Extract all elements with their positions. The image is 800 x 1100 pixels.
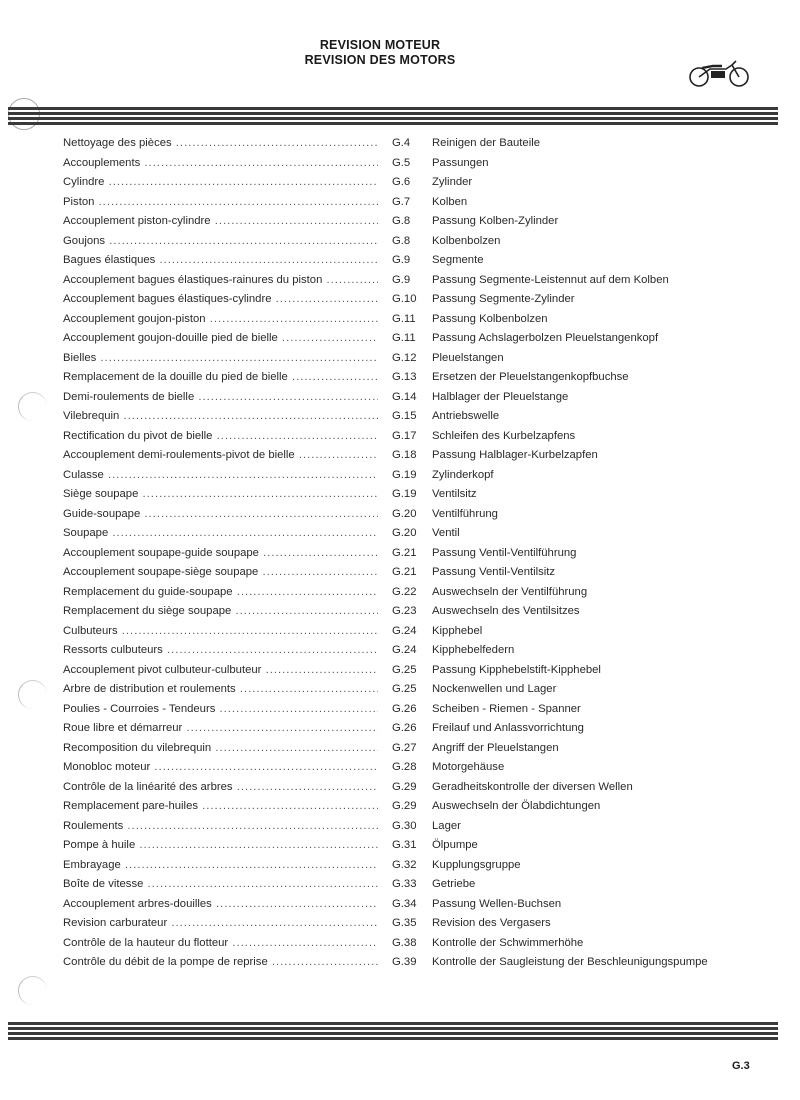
toc-fr: Piston .....: [63, 193, 378, 212]
toc-fr: Remplacement du guide-soupape .....: [63, 583, 378, 602]
toc-row: [0, 193, 800, 212]
toc-fr: Accouplement demi-roulements-pivot de bielle .....: [63, 446, 378, 465]
toc-ref: G.34: [392, 897, 417, 910]
toc-fr: Boîte de vitesse .....: [63, 875, 378, 894]
toc-row: [0, 388, 800, 407]
toc-ref: G.6: [392, 176, 411, 188]
toc-de: Reinigen der Bauteile: [432, 137, 541, 149]
toc-ref: G.20: [392, 527, 417, 539]
toc-fr: Embrayage .....: [63, 856, 378, 875]
toc-ref: G.19: [392, 468, 417, 481]
toc-ref: G.8: [392, 215, 411, 227]
header-rule: [8, 107, 778, 127]
toc-row: [0, 349, 800, 368]
toc-row: [0, 310, 800, 329]
toc-ref: G.20: [392, 507, 417, 520]
toc-de: Kolben: [432, 195, 468, 208]
toc-de: Passung Segmente-Zylinder: [432, 293, 575, 305]
toc-ref: G.32: [392, 858, 417, 871]
toc-ref: G.22: [392, 585, 417, 598]
toc-ref: G.8: [392, 234, 411, 247]
toc-ref: G.26: [392, 702, 417, 715]
toc-fr: Contrôle de la hauteur du flotteur .....: [63, 934, 378, 953]
toc-de: Kolbenbolzen: [432, 234, 501, 247]
toc-row: [0, 505, 800, 524]
toc-row: [0, 680, 800, 699]
toc-de: Zylinder: [432, 176, 473, 188]
toc-row: [0, 446, 800, 465]
toc-ref: G.11: [392, 312, 416, 325]
toc-de: Getriebe: [432, 878, 476, 890]
toc-ref: G.18: [392, 449, 417, 461]
toc-row: [0, 875, 800, 894]
motorcycle-icon: [686, 56, 752, 90]
toc-ref: G.21: [392, 566, 417, 578]
title-french: REVISION MOTEUR: [319, 38, 441, 52]
toc-row: [0, 661, 800, 680]
toc-row: [0, 836, 800, 855]
toc-fr: Remplacement pare-huiles .....: [63, 797, 378, 816]
toc-fr: Culasse .....: [63, 466, 378, 485]
toc-row: [0, 953, 800, 972]
toc-fr: Pompe à huile .....: [63, 836, 378, 855]
toc-row: [0, 934, 800, 953]
toc-ref: G.10: [392, 293, 417, 305]
toc-de: Kontrolle der Saugleistung der Beschleunigungspumpe: [432, 956, 708, 968]
toc-fr: Siège soupape .....: [63, 485, 378, 504]
toc-fr: Nettoyage des pièces .....: [63, 134, 378, 153]
toc-row: [0, 583, 800, 602]
toc-de: Halblager der Pleuelstange: [432, 390, 569, 403]
toc-fr: Ressorts culbuteurs .....: [63, 641, 378, 660]
toc-de: Kontrolle der Schwimmerhöhe: [432, 936, 584, 949]
toc-row: [0, 563, 800, 582]
toc-ref: G.31: [392, 839, 417, 851]
toc-row: [0, 485, 800, 504]
toc-fr: Accouplement soupape-siège soupape .....: [63, 563, 378, 582]
toc-de: Ventilsitz: [432, 488, 477, 500]
title-german: REVISION DES MOTORS: [304, 53, 456, 67]
toc-row: [0, 817, 800, 836]
toc-ref: G.35: [392, 917, 417, 929]
toc-de: Passung Kolben-Zylinder: [432, 215, 559, 227]
toc-fr: Remplacement du siège soupape .....: [63, 602, 378, 621]
toc-de: Antriebswelle: [432, 410, 500, 422]
toc-fr: Demi-roulements de bielle .....: [63, 388, 378, 407]
toc-ref: G.9: [392, 254, 411, 266]
toc-row: [0, 329, 800, 348]
toc-row: [0, 290, 800, 309]
toc-ref: G.24: [392, 624, 417, 637]
toc-ref: G.13: [392, 371, 417, 383]
binder-hole-mark: [18, 976, 47, 1005]
toc-fr: Roulements .....: [63, 817, 378, 836]
toc-de: Angriff der Pleuelstangen: [432, 741, 559, 754]
toc-row: [0, 622, 800, 641]
toc-fr: Guide-soupape .....: [63, 505, 378, 524]
toc-fr: Recomposition du vilebrequin .....: [63, 739, 378, 758]
toc-de: Passung Kolbenbolzen: [432, 312, 548, 325]
toc-ref: G.25: [392, 663, 417, 676]
toc-row: [0, 271, 800, 290]
toc-de: Kipphebelfedern: [432, 644, 515, 656]
toc-row: [0, 544, 800, 563]
toc-ref: G.5: [392, 156, 411, 169]
toc-row: [0, 719, 800, 738]
toc-fr: Revision carburateur .....: [63, 914, 378, 933]
toc-ref: G.24: [392, 644, 417, 656]
toc-de: Passung Ventil-Ventilsitz: [432, 566, 556, 578]
toc-fr: Remplacement de la douille du pied de bielle .....: [63, 368, 378, 387]
toc-row: [0, 739, 800, 758]
toc-de: Kupplungsgruppe: [432, 858, 521, 871]
toc-de: Auswechseln des Ventilsitzes: [432, 605, 580, 617]
toc-de: Passung Segmente-Leistennut auf dem Kolben: [432, 273, 669, 286]
toc-ref: G.21: [392, 546, 417, 559]
toc-de: Zylinderkopf: [432, 468, 494, 481]
toc-de: Ventil: [432, 527, 460, 539]
toc-row: [0, 154, 800, 173]
toc-de: Freilauf und Anlassvorrichtung: [432, 722, 584, 734]
toc-row: [0, 758, 800, 777]
toc-ref: G.11: [392, 332, 416, 344]
toc-fr: Cylindre .....: [63, 173, 378, 192]
page-header: [0, 38, 760, 68]
toc-ref: G.27: [392, 741, 417, 754]
toc-row: [0, 797, 800, 816]
toc-fr: Arbre de distribution et roulements .....: [63, 680, 378, 699]
toc-de: Revision des Vergasers: [432, 917, 551, 929]
toc-de: Scheiben - Riemen - Spanner: [432, 702, 581, 715]
toc-fr: Accouplement bagues élastiques-cylindre .....: [63, 290, 378, 309]
toc-fr: Bielles .....: [63, 349, 378, 368]
toc-row: [0, 778, 800, 797]
toc-row: [0, 251, 800, 270]
toc-fr: Bagues élastiques .....: [63, 251, 378, 270]
toc-row: [0, 368, 800, 387]
toc-fr: Culbuteurs .....: [63, 622, 378, 641]
toc-row: [0, 914, 800, 933]
toc-ref: G.9: [392, 273, 411, 286]
toc-fr: Roue libre et démarreur .....: [63, 719, 378, 738]
toc-row: [0, 466, 800, 485]
toc-ref: G.30: [392, 819, 417, 832]
page-number: G.3: [732, 1060, 750, 1072]
toc-row: [0, 173, 800, 192]
toc-row: [0, 700, 800, 719]
toc-fr: Accouplement arbres-douilles .....: [63, 895, 378, 914]
toc-de: Motorgehäuse: [432, 761, 505, 773]
toc-fr: Goujons .....: [63, 232, 378, 251]
toc-ref: G.7: [392, 195, 411, 208]
toc-de: Nockenwellen und Lager: [432, 683, 557, 695]
toc-fr: Accouplement bagues élastiques-rainures du piston .....: [63, 271, 378, 290]
toc-de: Schleifen des Kurbelzapfens: [432, 429, 576, 442]
toc-row: [0, 524, 800, 543]
toc-fr: Soupape .....: [63, 524, 378, 543]
toc-de: Pleuelstangen: [432, 351, 504, 364]
toc-de: Passung Ventil-Ventilführung: [432, 546, 577, 559]
toc-de: Ventilführung: [432, 507, 498, 520]
toc-row: [0, 602, 800, 621]
toc-row: [0, 212, 800, 231]
toc-fr: Accouplement soupape-guide soupape .....: [63, 544, 378, 563]
toc-ref: G.14: [392, 390, 417, 403]
toc-ref: G.39: [392, 956, 417, 968]
toc-row: [0, 407, 800, 426]
toc-fr: Monobloc moteur .....: [63, 758, 378, 777]
toc-ref: G.26: [392, 722, 417, 734]
toc-ref: G.15: [392, 410, 417, 422]
toc-de: Passung Kipphebelstift-Kipphebel: [432, 663, 601, 676]
toc-de: Auswechseln der Ölabdichtungen: [432, 800, 601, 812]
toc-ref: G.29: [392, 780, 417, 793]
toc-de: Segmente: [432, 254, 484, 266]
toc-row: [0, 856, 800, 875]
toc-de: Passung Achslagerbolzen Pleuelstangenkopf: [432, 332, 659, 344]
toc-de: Passung Halblager-Kurbelzapfen: [432, 449, 598, 461]
toc-row: [0, 895, 800, 914]
toc-fr: Vilebrequin .....: [63, 407, 378, 426]
toc-ref: G.19: [392, 488, 417, 500]
toc-ref: G.33: [392, 878, 417, 890]
toc-fr: Contrôle de la linéarité des arbres .....: [63, 778, 378, 797]
toc-row: [0, 427, 800, 446]
footer-rule: [8, 1022, 778, 1042]
toc-ref: G.25: [392, 683, 417, 695]
toc-row: [0, 134, 800, 153]
toc-de: Passung Wellen-Buchsen: [432, 897, 562, 910]
toc-fr: Accouplement pivot culbuteur-culbuteur .....: [63, 661, 378, 680]
toc-row: [0, 641, 800, 660]
toc-ref: G.38: [392, 936, 417, 949]
toc-ref: G.4: [392, 137, 411, 149]
toc-fr: Accouplement piston-cylindre .....: [63, 212, 378, 231]
toc-fr: Accouplement goujon-piston .....: [63, 310, 378, 329]
toc-de: Ölpumpe: [432, 839, 478, 851]
toc-ref: G.23: [392, 605, 417, 617]
toc-fr: Poulies - Courroies - Tendeurs .....: [63, 700, 378, 719]
toc-de: Auswechseln der Ventilführung: [432, 585, 588, 598]
toc-ref: G.17: [392, 429, 417, 442]
toc-de: Geradheitskontrolle der diversen Wellen: [432, 780, 633, 793]
toc-de: Passungen: [432, 156, 489, 169]
toc-fr: Rectification du pivot de bielle .....: [63, 427, 378, 446]
toc-fr: Contrôle du débit de la pompe de reprise .....: [63, 953, 378, 972]
toc-ref: G.12: [392, 351, 417, 364]
toc-fr: Accouplements .....: [63, 154, 378, 173]
toc-row: [0, 232, 800, 251]
toc-de: Ersetzen der Pleuelstangenkopfbuchse: [432, 371, 629, 383]
toc-ref: G.29: [392, 800, 417, 812]
toc-fr: Accouplement goujon-douille pied de bielle .....: [63, 329, 378, 348]
toc-ref: G.28: [392, 761, 417, 773]
toc-de: Lager: [432, 819, 461, 832]
toc-de: Kipphebel: [432, 624, 483, 637]
